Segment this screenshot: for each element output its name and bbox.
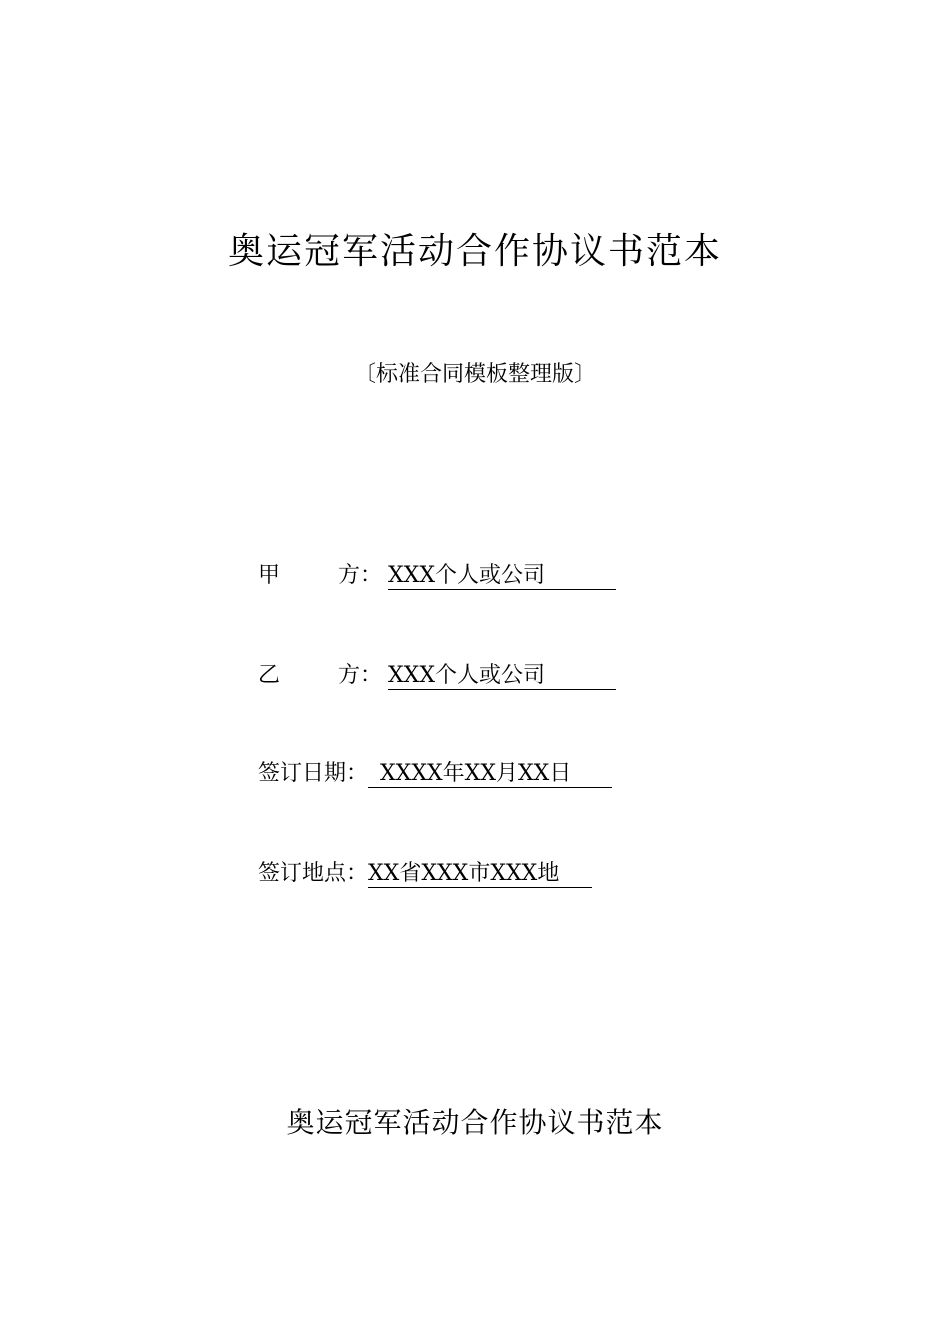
party-b-label-first: 乙 [258, 663, 281, 688]
document-title: 奥运冠军活动合作协议书范本 [227, 231, 722, 272]
footer-title: 奥运冠军活动合作协议书范本 [286, 1106, 664, 1139]
signing-place-label: 签订地点： [258, 861, 369, 886]
signing-date-label: 签订日期： [258, 761, 369, 786]
party-a-label-second: 方： [338, 563, 383, 588]
signing-date-field [258, 758, 612, 790]
party-a-label-first: 甲 [258, 563, 281, 588]
signing-date-value: XXXX年XX月XX日 [368, 761, 612, 788]
party-a-field [258, 560, 616, 592]
signing-place-field [258, 858, 592, 890]
signing-place-value: XX省XXX市XXX地 [368, 861, 592, 888]
party-b-label [258, 660, 388, 692]
party-b-field [258, 660, 616, 692]
party-b-value: XXX个人或公司 [388, 663, 616, 690]
party-a-label [258, 560, 388, 592]
document-subtitle: 〔标准合同模板整理版〕 [353, 362, 596, 387]
party-b-label-second: 方： [338, 663, 383, 688]
party-a-value: XXX个人或公司 [388, 563, 616, 590]
